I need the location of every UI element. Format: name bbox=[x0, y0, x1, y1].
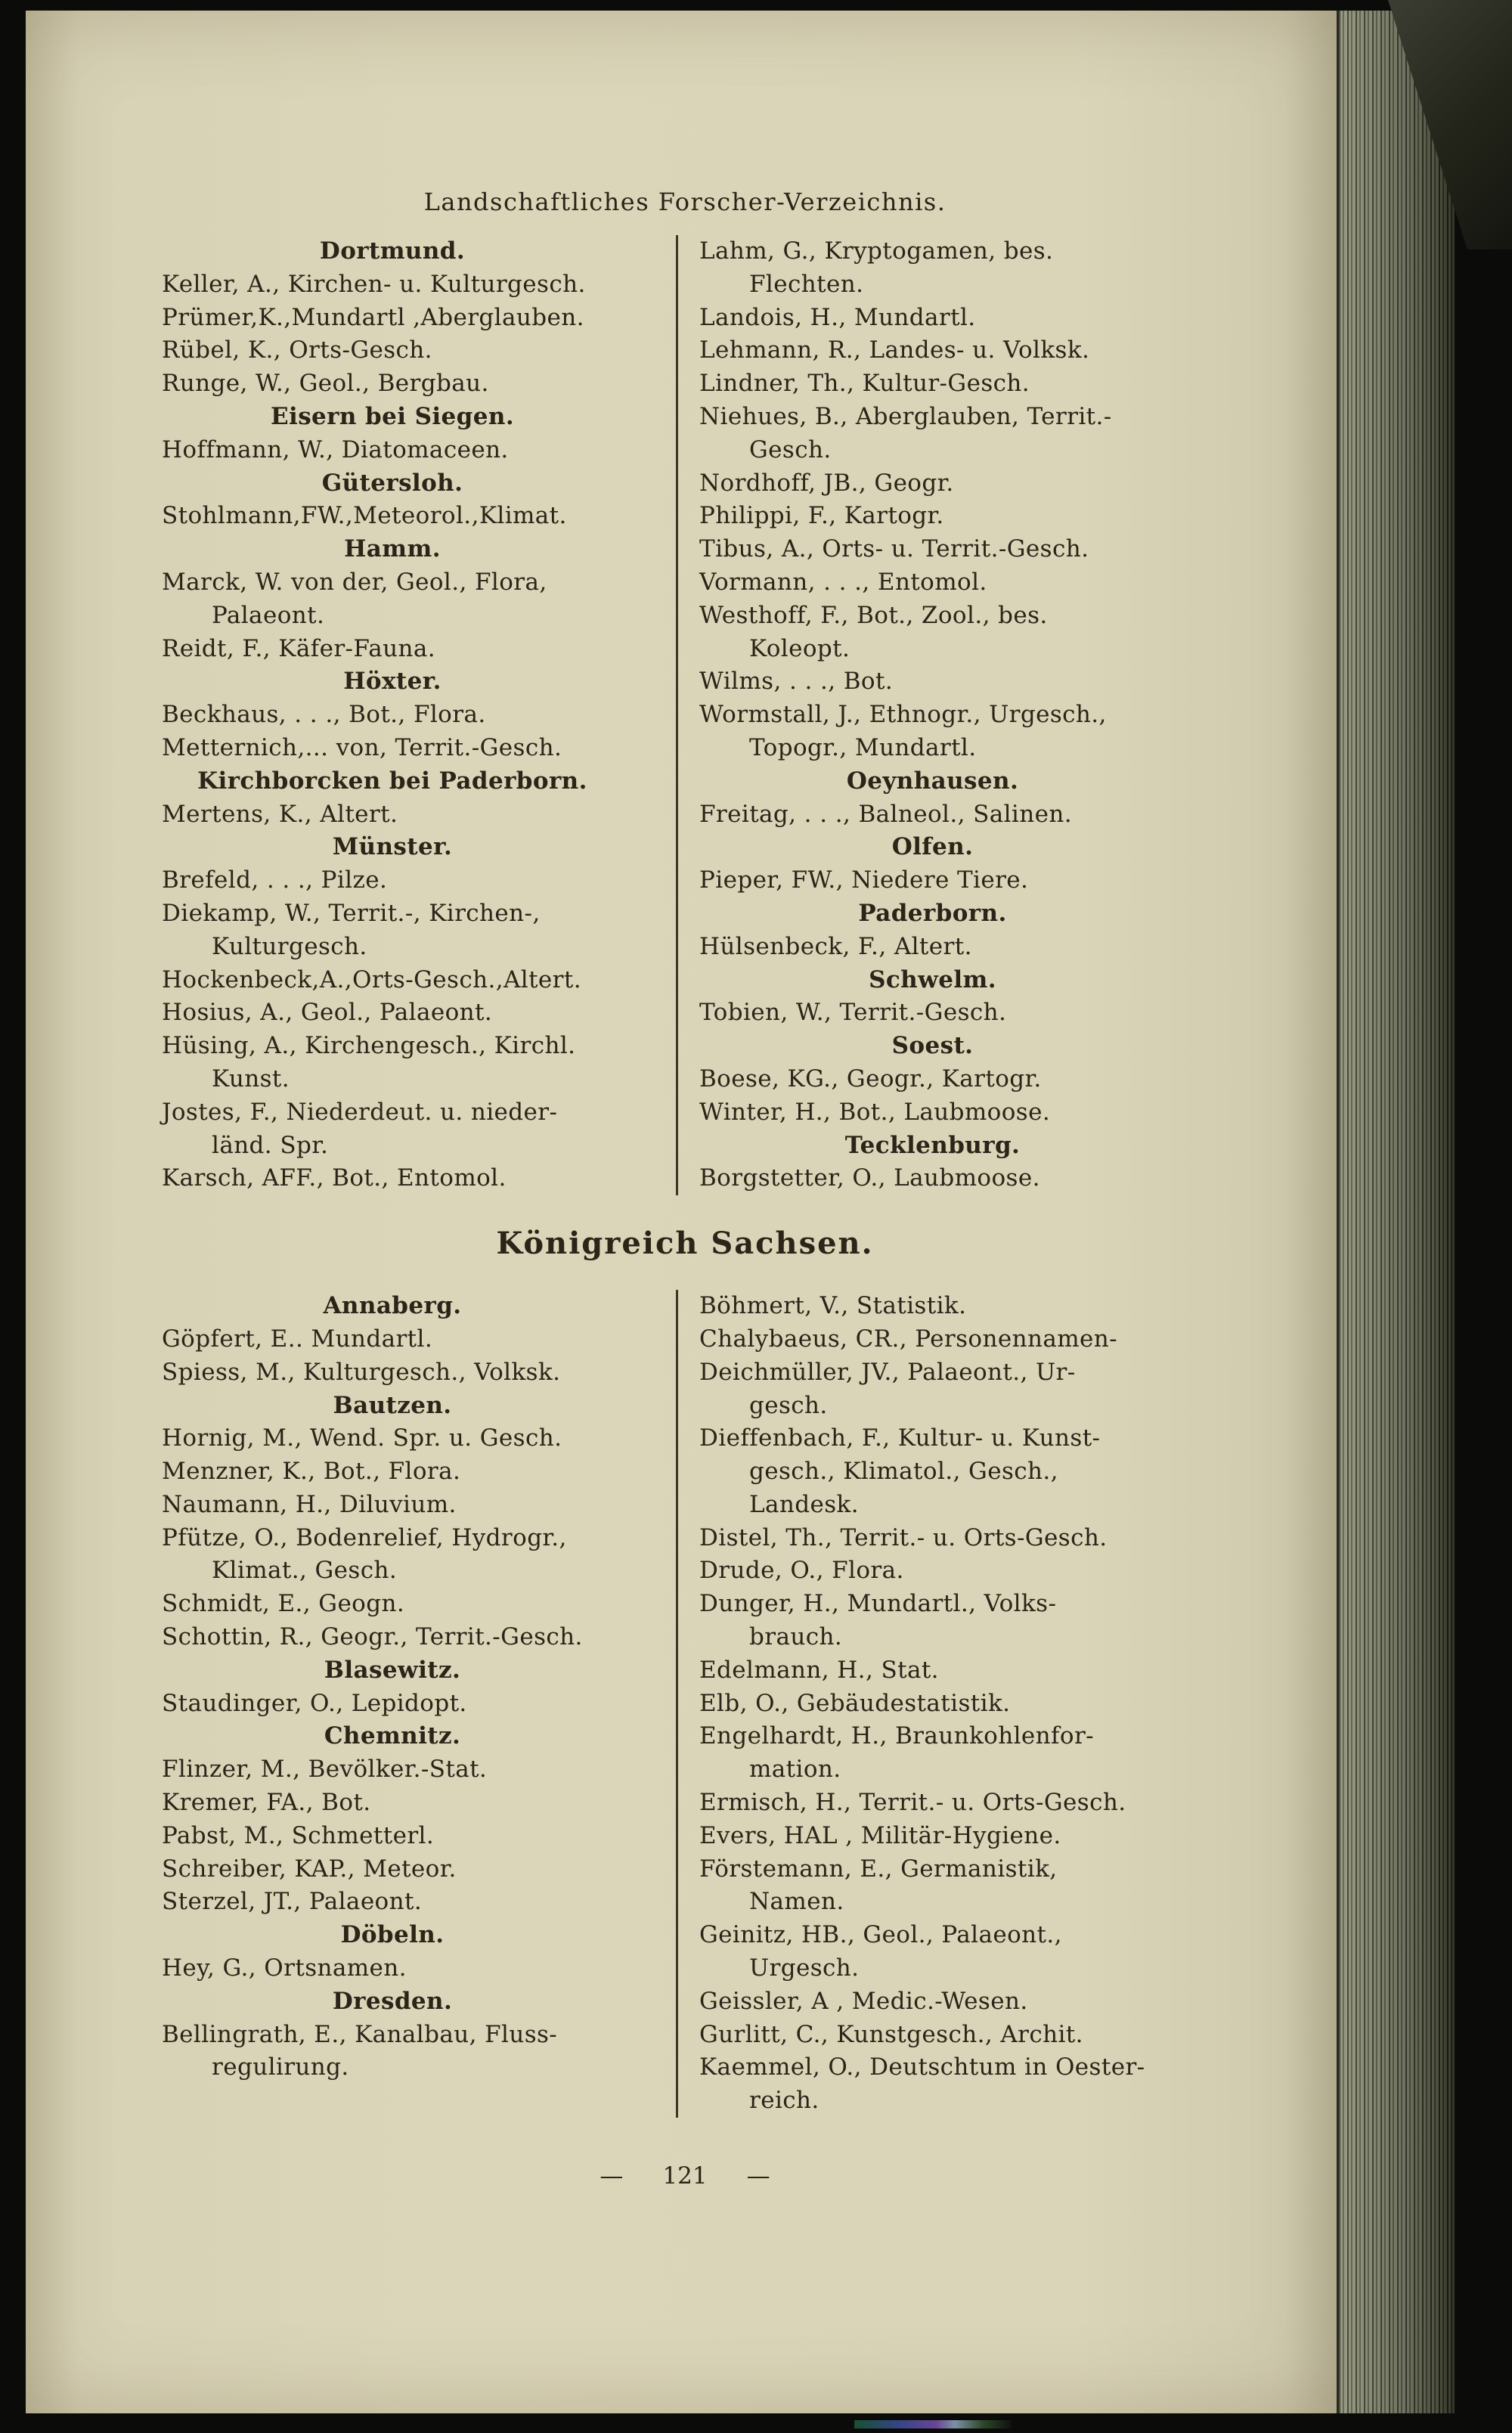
entry-line: Lahm, G., Kryptogamen, bes. bbox=[699, 237, 1054, 265]
researcher-entry bbox=[162, 1162, 665, 1195]
entry-line: Gurlitt, C., Kunstgesch., Archit. bbox=[699, 2020, 1083, 2048]
entry-line: Hülsenbeck, F., Altert. bbox=[699, 932, 972, 960]
entry-line: Flinzer, M., Bevölker.-Stat. bbox=[162, 1756, 488, 1784]
researcher-entry bbox=[162, 633, 665, 666]
entry-continuation-line: länd. Spr. bbox=[212, 1131, 329, 1159]
researcher-entry bbox=[699, 1820, 1208, 1853]
researcher-entry bbox=[699, 1588, 1208, 1654]
entry-line: Freitag, . . ., Balneol., Salinen. bbox=[699, 800, 1072, 828]
researcher-entry bbox=[162, 1787, 665, 1820]
entry-line: Wormstall, J., Ethnogr., Urgesch., bbox=[699, 701, 1107, 729]
entry-line: Rübel, K., Orts-Gesch. bbox=[162, 336, 432, 364]
entry-line: Gütersloh. bbox=[321, 469, 463, 497]
sachsen-right-column bbox=[678, 1290, 1208, 2118]
researcher-entry bbox=[699, 864, 1208, 897]
researcher-entry bbox=[699, 2051, 1208, 2118]
researcher-entry bbox=[699, 367, 1208, 401]
researcher-entry bbox=[699, 1688, 1208, 1721]
westfalen-left-column bbox=[162, 235, 676, 1195]
running-header: Landschaftliches Forscher-Verzeichnis. bbox=[423, 188, 947, 216]
entry-line: Soest. bbox=[891, 1032, 974, 1060]
entry-continuation-line: gesch. bbox=[749, 1391, 828, 1419]
researcher-entry bbox=[699, 996, 1208, 1030]
researcher-entry bbox=[162, 268, 665, 302]
researcher-entry bbox=[162, 302, 665, 335]
entry-line: Hornig, M., Wend. Spr. u. Gesch. bbox=[162, 1424, 562, 1452]
entry-line: Annaberg. bbox=[323, 1292, 462, 1320]
entry-line: Kremer, FA., Bot. bbox=[162, 1789, 371, 1817]
entry-line: Sterzel, JT., Palaeont. bbox=[162, 1888, 423, 1916]
place-heading bbox=[162, 467, 665, 501]
entry-line: Deichmüller, JV., Palaeont., Ur- bbox=[699, 1358, 1076, 1386]
entry-continuation-line: Kulturgesch. bbox=[212, 932, 367, 960]
entry-line: Hoffmann, W., Diatomaceen. bbox=[162, 435, 509, 463]
entry-line: Menzner, K., Bot., Flora. bbox=[162, 1458, 461, 1486]
researcher-entry bbox=[162, 566, 665, 633]
entry-line: Kaemmel, O., Deutschtum in Oester- bbox=[699, 2053, 1145, 2081]
place-heading bbox=[162, 831, 665, 864]
researcher-entry bbox=[699, 1356, 1208, 1423]
entry-line: Böhmert, V., Statistik. bbox=[699, 1292, 967, 1320]
entry-line: Chemnitz. bbox=[324, 1722, 461, 1750]
researcher-entry bbox=[162, 1753, 665, 1787]
entry-line: Engelhardt, H., Braunkohlenfor- bbox=[699, 1722, 1095, 1750]
entry-line: Bautzen. bbox=[333, 1391, 452, 1419]
entry-line: Prümer,K.,Mundartl ,Aberglauben. bbox=[162, 303, 584, 331]
researcher-entry bbox=[162, 1688, 665, 1721]
entry-line: Dieffenbach, F., Kultur- u. Kunst- bbox=[699, 1424, 1101, 1452]
researcher-entry bbox=[699, 500, 1208, 533]
place-heading bbox=[162, 1919, 665, 1952]
researcher-entry bbox=[162, 1096, 665, 1163]
page-content bbox=[162, 235, 1208, 2118]
entry-line: Borgstetter, O., Laubmoose. bbox=[699, 1164, 1040, 1192]
entry-line: Naumann, H., Diluvium. bbox=[162, 1490, 457, 1518]
researcher-entry bbox=[162, 897, 665, 964]
entry-line: Mertens, K., Altert. bbox=[162, 800, 398, 828]
researcher-entry bbox=[162, 1030, 665, 1096]
entry-line: Keller, A., Kirchen- u. Kulturgesch. bbox=[162, 270, 586, 298]
entry-line: Diekamp, W., Territ.-, Kirchen-, bbox=[162, 899, 541, 927]
entry-line: Lehmann, R., Landes- u. Volksk. bbox=[699, 336, 1090, 364]
researcher-entry bbox=[699, 665, 1208, 699]
entry-line: Karsch, AFF., Bot., Entomol. bbox=[162, 1164, 507, 1192]
place-heading bbox=[162, 1720, 665, 1753]
entry-line: Drude, O., Flora. bbox=[699, 1557, 904, 1585]
researcher-entry bbox=[699, 566, 1208, 600]
entry-line: Tibus, A., Orts- u. Territ.-Gesch. bbox=[699, 535, 1089, 563]
entry-line: Dunger, H., Mundartl., Volks- bbox=[699, 1590, 1057, 1618]
entry-line: Winter, H., Bot., Laubmoose. bbox=[699, 1098, 1051, 1126]
researcher-entry bbox=[162, 334, 665, 367]
researcher-entry bbox=[699, 1919, 1208, 1985]
book-page bbox=[26, 11, 1337, 2413]
entry-line: Bellingrath, E., Kanalbau, Fluss- bbox=[162, 2020, 558, 2048]
researcher-entry bbox=[162, 367, 665, 401]
place-heading bbox=[162, 765, 665, 798]
entry-line: Dortmund. bbox=[319, 237, 466, 265]
entry-line: Distel, Th., Territ.- u. Orts-Gesch. bbox=[699, 1523, 1108, 1551]
entry-line: Dresden. bbox=[332, 1987, 453, 2015]
entry-line: Pieper, FW., Niedere Tiere. bbox=[699, 866, 1029, 894]
researcher-entry bbox=[699, 334, 1208, 367]
entry-line: Chalybaeus, CR., Personennamen- bbox=[699, 1325, 1117, 1353]
place-heading bbox=[162, 1390, 665, 1423]
place-heading bbox=[699, 765, 1208, 798]
entry-line: Schwelm. bbox=[869, 965, 996, 993]
westfalen-right-column bbox=[678, 235, 1208, 1195]
entry-line: Landois, H., Mundartl. bbox=[699, 303, 976, 331]
researcher-entry bbox=[699, 1290, 1208, 1323]
researcher-entry bbox=[162, 798, 665, 832]
sachsen-left-column bbox=[162, 1290, 676, 2118]
place-heading bbox=[162, 235, 665, 268]
section-westfalen bbox=[162, 235, 1208, 1195]
entry-line: Lindner, Th., Kultur-Gesch. bbox=[699, 370, 1030, 398]
entry-line: Blasewitz. bbox=[324, 1656, 461, 1684]
entry-line: Tecklenburg. bbox=[844, 1131, 1021, 1159]
place-heading bbox=[162, 1985, 665, 2019]
entry-line: Schmidt, E., Geogn. bbox=[162, 1590, 405, 1618]
researcher-entry bbox=[162, 1952, 665, 1985]
entry-line: Göpfert, E.. Mundartl. bbox=[162, 1325, 433, 1353]
place-heading bbox=[699, 964, 1208, 997]
researcher-entry bbox=[699, 2019, 1208, 2052]
researcher-entry bbox=[699, 467, 1208, 501]
entry-line: Evers, HAL , Militär-Hygiene. bbox=[699, 1821, 1061, 1849]
researcher-entry bbox=[162, 1422, 665, 1455]
researcher-entry bbox=[162, 1455, 665, 1489]
researcher-entry bbox=[699, 931, 1208, 964]
entry-continuation-line: Gesch. bbox=[749, 435, 832, 463]
entry-line: Oeynhausen. bbox=[846, 767, 1019, 795]
entry-line: Münster. bbox=[332, 833, 453, 861]
entry-line: Olfen. bbox=[891, 833, 974, 861]
researcher-entry bbox=[162, 1323, 665, 1356]
researcher-entry bbox=[162, 1356, 665, 1390]
entry-line: Hey, G., Ortsnamen. bbox=[162, 1954, 407, 1982]
entry-line: Niehues, B., Aberglauben, Territ.- bbox=[699, 402, 1112, 430]
page-number-value: 121 bbox=[662, 2162, 708, 2190]
place-heading bbox=[699, 1130, 1208, 1163]
entry-continuation-line: regulirung. bbox=[212, 2053, 349, 2081]
researcher-entry bbox=[162, 1621, 665, 1654]
researcher-entry bbox=[699, 1654, 1208, 1688]
entry-line: Geissler, A , Medic.-Wesen. bbox=[699, 1987, 1028, 2015]
entry-line: Kirchborcken bei Paderborn. bbox=[197, 767, 587, 795]
place-heading bbox=[162, 665, 665, 699]
researcher-entry bbox=[699, 1522, 1208, 1555]
entry-continuation-line: reich. bbox=[749, 2087, 820, 2115]
entry-line: Boese, KG., Geogr., Kartogr. bbox=[699, 1065, 1042, 1093]
researcher-entry bbox=[699, 1096, 1208, 1130]
entry-line: Paderborn. bbox=[858, 899, 1007, 927]
researcher-entry bbox=[699, 1853, 1208, 1920]
entry-line: Pabst, M., Schmetterl. bbox=[162, 1821, 435, 1849]
place-heading bbox=[162, 401, 665, 434]
entry-continuation-line: Topogr., Mundartl. bbox=[749, 733, 977, 761]
entry-continuation-line: Flechten. bbox=[749, 270, 864, 298]
researcher-entry bbox=[162, 864, 665, 897]
researcher-entry bbox=[699, 1323, 1208, 1356]
researcher-entry bbox=[699, 302, 1208, 335]
entry-line: Pfütze, O., Bodenrelief, Hydrogr., bbox=[162, 1523, 567, 1551]
entry-line: Edelmann, H., Stat. bbox=[699, 1656, 939, 1684]
researcher-entry bbox=[699, 1422, 1208, 1521]
researcher-entry bbox=[699, 699, 1208, 765]
researcher-entry bbox=[699, 401, 1208, 467]
researcher-entry bbox=[162, 434, 665, 467]
entry-continuation-line: Urgesch. bbox=[749, 1954, 860, 1982]
entry-line: Wilms, . . ., Bot. bbox=[699, 668, 894, 696]
entry-line: Elb, O., Gebäudestatistik. bbox=[699, 1689, 1011, 1717]
researcher-entry bbox=[699, 1787, 1208, 1820]
researcher-entry bbox=[162, 500, 665, 533]
place-heading bbox=[699, 831, 1208, 864]
researcher-entry bbox=[162, 964, 665, 997]
entry-continuation-line: Namen. bbox=[749, 1888, 844, 1916]
entry-line: Staudinger, O., Lepidopt. bbox=[162, 1689, 467, 1717]
book-page-edges bbox=[1337, 11, 1455, 2413]
place-heading bbox=[162, 1654, 665, 1688]
entry-line: Förstemann, E., Germanistik, bbox=[699, 1855, 1058, 1883]
scan-artifact bbox=[854, 2420, 1012, 2428]
entry-line: Hamm. bbox=[344, 535, 441, 563]
entry-line: Philippi, F., Kartogr. bbox=[699, 502, 944, 530]
entry-line: Brefeld, . . ., Pilze. bbox=[162, 866, 388, 894]
section-heading-sachsen: Königreich Sachsen. bbox=[496, 1226, 874, 1262]
place-heading bbox=[699, 897, 1208, 931]
entry-continuation-line: gesch., Klimatol., Gesch., bbox=[749, 1458, 1058, 1486]
entry-line: Jostes, F., Niederdeut. u. nieder- bbox=[162, 1098, 558, 1126]
entry-line: Vormann, . . ., Entomol. bbox=[699, 568, 987, 596]
researcher-entry bbox=[162, 1522, 665, 1588]
entry-continuation-line: Palaeont. bbox=[212, 601, 325, 629]
entry-line: Döbeln. bbox=[340, 1921, 445, 1949]
entry-continuation-line: mation. bbox=[749, 1756, 841, 1784]
researcher-entry bbox=[699, 600, 1208, 666]
entry-line: Hosius, A., Geol., Palaeont. bbox=[162, 999, 493, 1027]
researcher-entry bbox=[699, 1985, 1208, 2019]
entry-line: Höxter. bbox=[343, 668, 442, 696]
entry-line: Nordhoff, JB., Geogr. bbox=[699, 469, 954, 497]
entry-line: Runge, W., Geol., Bergbau. bbox=[162, 370, 489, 398]
page-number bbox=[162, 2162, 1208, 2190]
entry-continuation-line: Koleopt. bbox=[749, 634, 850, 662]
entry-line: Tobien, W., Territ.-Gesch. bbox=[699, 999, 1007, 1027]
place-heading bbox=[699, 1030, 1208, 1063]
researcher-entry bbox=[162, 1588, 665, 1621]
researcher-entry bbox=[162, 732, 665, 765]
researcher-entry bbox=[162, 699, 665, 732]
entry-line: Eisern bei Siegen. bbox=[270, 402, 515, 430]
entry-line: Schreiber, KAP., Meteor. bbox=[162, 1855, 457, 1883]
researcher-entry bbox=[699, 533, 1208, 566]
entry-line: Ermisch, H., Territ.- u. Orts-Gesch. bbox=[699, 1789, 1126, 1817]
place-heading bbox=[162, 533, 665, 566]
researcher-entry bbox=[699, 1720, 1208, 1787]
entry-line: Metternich,... von, Territ.-Gesch. bbox=[162, 733, 562, 761]
entry-continuation-line: brauch. bbox=[749, 1623, 843, 1651]
entry-line: Stohlmann,FW.,Meteorol.,Klimat. bbox=[162, 502, 567, 530]
entry-continuation-line: Kunst. bbox=[212, 1065, 290, 1093]
researcher-entry bbox=[699, 798, 1208, 832]
entry-line: Geinitz, HB., Geol., Palaeont., bbox=[699, 1921, 1062, 1949]
researcher-entry bbox=[162, 1853, 665, 1886]
entry-line: Westhoff, F., Bot., Zool., bes. bbox=[699, 601, 1048, 629]
entry-line: Beckhaus, . . ., Bot., Flora. bbox=[162, 701, 486, 729]
researcher-entry bbox=[699, 235, 1208, 302]
page-number-dash-left: — bbox=[600, 2162, 624, 2190]
place-heading bbox=[162, 1290, 665, 1323]
entry-continuation-line: Klimat., Gesch. bbox=[212, 1557, 398, 1585]
entry-line: Spiess, M., Kulturgesch., Volksk. bbox=[162, 1358, 561, 1386]
entry-line: Reidt, F., Käfer-Fauna. bbox=[162, 634, 435, 662]
researcher-entry bbox=[162, 2019, 665, 2085]
researcher-entry bbox=[162, 1489, 665, 1522]
entry-line: Marck, W. von der, Geol., Flora, bbox=[162, 568, 547, 596]
researcher-entry bbox=[699, 1554, 1208, 1588]
researcher-entry bbox=[162, 996, 665, 1030]
page-number-dash-right: — bbox=[746, 2162, 770, 2190]
entry-line: Schottin, R., Geogr., Territ.-Gesch. bbox=[162, 1623, 583, 1651]
entry-continuation-line: Landesk. bbox=[749, 1490, 859, 1518]
researcher-entry bbox=[162, 1820, 665, 1853]
section-sachsen bbox=[162, 1290, 1208, 2118]
researcher-entry bbox=[699, 1063, 1208, 1096]
researcher-entry bbox=[699, 1162, 1208, 1195]
entry-line: Hockenbeck,A.,Orts-Gesch.,Altert. bbox=[162, 965, 582, 993]
entry-line: Hüsing, A., Kirchengesch., Kirchl. bbox=[162, 1032, 576, 1060]
researcher-entry bbox=[162, 1886, 665, 1919]
